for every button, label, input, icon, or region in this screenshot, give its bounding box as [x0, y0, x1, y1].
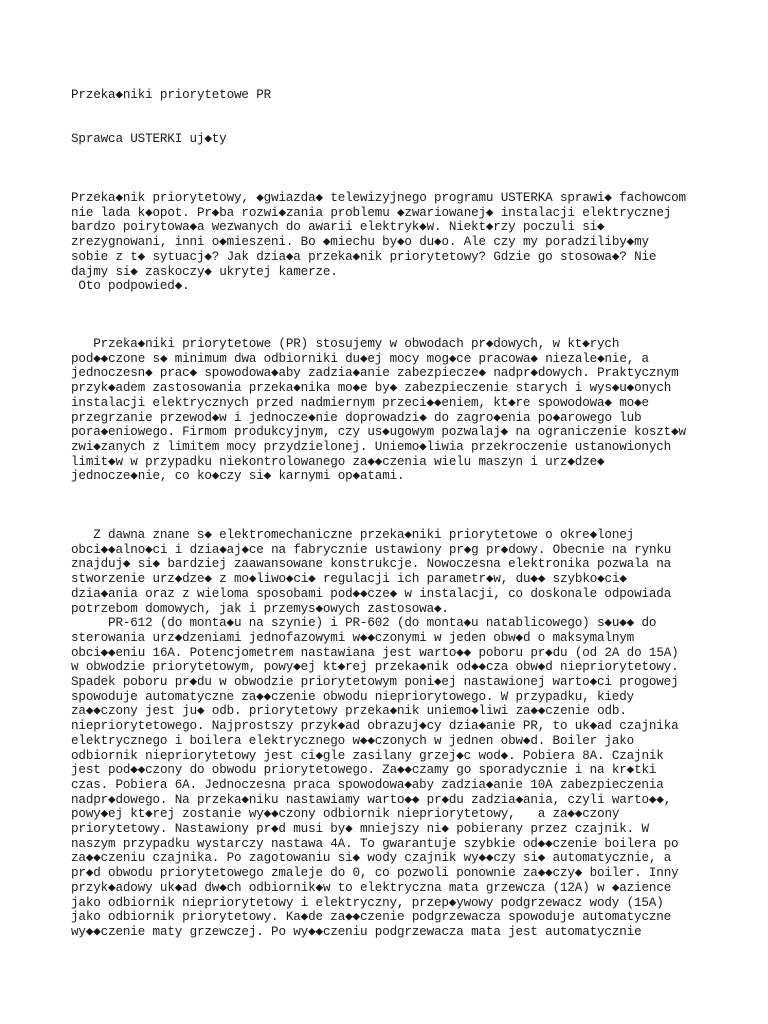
document-title: Przeka◆niki priorytetowe PR	[71, 88, 272, 102]
paragraph-constructions: Z dawna znane s◆ elektromechaniczne przeka◆niki priorytetowe o okre◆lonej obci◆◆alno◆ci i dzia◆aj◆ce na fabrycznie ustawiony pr◆g pr◆dowy. Obecnie na rynku znajduj◆ si◆ bardziej zaawansowane konstrukcje. Nowoczesna elektronika pozwala na stworzenie urz◆dze◆ z mo◆liwo◆ci◆ regulacji ich parametr◆w, du◆◆ szybko◆ci◆ dzia◆ania oraz z wieloma sposobami pod◆◆cze◆ w instalacji, co doskonale odpowiada potrzebom domowych, jak i przemys◆owych zastosowa◆. PR-612 (do monta◆u na szynie) i PR-602 (do monta◆u natablicowego) s◆u◆◆ do sterowania urz◆dzeniami jednofazowymi w◆◆czonymi w jeden obw◆d o maksymalnym obci◆◆eniu 16A. Potencjometrem nastawiana jest warto◆◆ poboru pr◆du (od 2A do 15A) w obwodzie priorytetowym, powy◆ej kt◆rej przeka◆nik od◆◆cza obw◆d niepriorytetowy. Spadek poboru pr◆du w obwodzie priorytetowym poni◆ej nastawionej warto◆ci progowej spowoduje automatyczne za◆◆czenie obwodu niepriorytowego. W przypadku, kiedy za◆◆czony jest ju◆ odb. priorytetowy przeka◆nik uniemo◆liwi za◆◆czenie odb. niepriorytetowego. Najprostszy przyk◆ad obrazuj◆cy dzia◆anie PR, to uk◆ad czajnika elektrycznego i boilera elektrycznego w◆◆czonych w jednen obw◆d. Boiler jako odbiornik niepriorytetowy jest ci◆gle zasilany grzej◆c wod◆. Pobiera 8A. Czajnik jest pod◆◆czony do obwodu priorytetowego. Za◆◆czamy go sporadycznie i na kr◆tki czas. Pobiera 6A. Jednoczesna praca spowodowa◆aby zadzia◆anie 10A zabezpieczenia nadpr◆dowego. Na przeka◆niku nastawiamy warto◆◆ pr◆du zadzia◆ania, czyli warto◆◆, powy◆ej kt◆rej zostanie wy◆◆czony odbiornik niepriorytetowy, a za◆◆czony priorytetowy. Nastawiony pr◆d musi by◆ mniejszy ni◆ pobierany przez czajnik. W naszym przypadku wystarczy nastawa 4A. To gwarantuje szybkie od◆◆czenie boilera po za◆◆czeniu czajnika. Po zagotowaniu si◆ wody czajnik wy◆◆czy si◆ automatycznie, a pr◆d obwodu priorytetowego zmaleje do 0, co pozwoli ponownie za◆◆czy◆ boiler. Inny przyk◆adowy uk◆ad dw◆ch odbiornik◆w to elektryczna mata grzewcza (12A) w ◆azience jako odbiornik niepriorytetowy i elektryczny, przep◆ywowy podgrzewacz wody (15A) jako odbiornik priorytetowy. Ka◆de za◆◆czenie podgrzewacza spowoduje automatyczne wy◆◆czenie maty grzewczej. Po wy◆◆czeniu podgrzewacza mata jest automatycznie	[71, 528, 679, 939]
paragraph-intro: Przeka◆nik priorytetowy, ◆gwiazda◆ telewizyjnego programu USTERKA sprawi◆ fachowcom nie lada k◆opot. Pr◆ba rozwi◆zania problemu ◆zwariowanej◆ instalacji elektrycznej bardzo poirytowa◆a wezwanych do awarii elektryk◆w. Niekt◆rzy poczuli si◆ zrezygnowani, inni o◆mieszeni. Bo ◆miechu by◆o du◆o. Ale czy my poradziliby◆my sobie z t◆ sytuacj◆? Jak dzia◆a przeka◆nik priorytetowy? Gdzie go stosowa◆? Nie dajmy si◆ zaskoczy◆ ukrytej kamerze. Oto podpowied◆.	[71, 191, 686, 294]
document-subtitle: Sprawca USTERKI uj◆ty	[71, 132, 227, 146]
paragraph-application: Przeka◆niki priorytetowe (PR) stosujemy w obwodach pr◆dowych, w kt◆rych pod◆◆czone s◆ minimum dwa odbiorniki du◆ej mocy mog◆ce pracowa◆ niezale◆nie, a jednoczesn◆ prac◆ spowodowa◆aby zadzia◆anie zabezpiecze◆ nadpr◆dowych. Praktycznym przyk◆adem zastosowania przeka◆nika mo◆e by◆ zabezpieczenie starych i wys◆u◆onych instalacji elektrycznych przed nadmiernym przeci◆◆eniem, kt◆re spowodowa◆ mo◆e przegrzanie przewod◆w i jednocze◆nie doprowadzi◆ do zagro◆enia po◆arowego lub pora◆eniowego. Firmom produkcyjnym, czy us◆ugowym pozwalaj◆ na ograniczenie koszt◆w zwi◆zanych z limitem mocy przydzielonej. Uniemo◆liwia przekroczenie ustanowionych limit◆w w przypadku niekontrolowanego za◆◆czenia wielu maszyn i urz◆dze◆ jednocze◆nie, co ko◆czy si◆ karnymi op◆atami.	[71, 337, 686, 484]
